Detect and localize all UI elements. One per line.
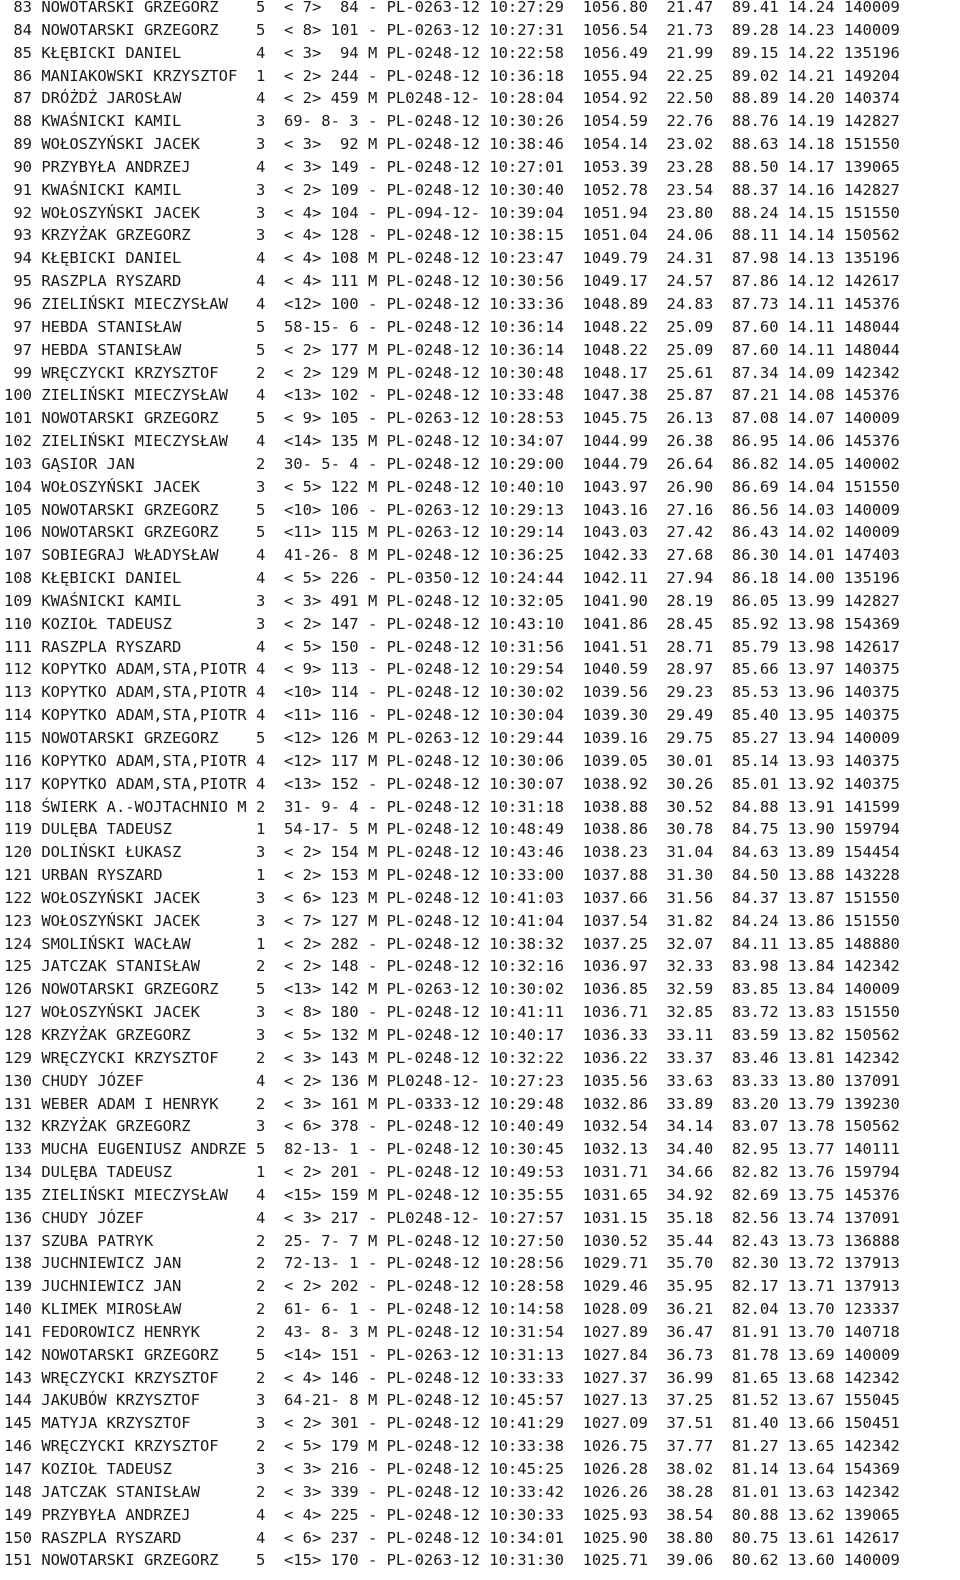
result-row: 103 GĄSIOR JAN 2 30- 5- 4 - PL-0248-12 10:29:00 1044.79 26.64 86.82 14.05 140002 [4, 454, 900, 473]
result-row: 86 MANIAKOWSKI KRZYSZTOF 1 < 2> 244 - PL-0248-12 10:36:18 1055.94 22.25 89.02 14.21 149204 [4, 66, 900, 85]
result-row: 83 NOWOTARSKI GRZEGORZ 5 < 7> 84 - PL-0263-12 10:27:29 1056.80 21.47 89.41 14.24 140009 [4, 0, 900, 16]
result-row: 104 WOŁOSZYŃSKI JACEK 3 < 5> 122 M PL-0248-12 10:40:10 1043.97 26.90 86.69 14.04 151550 [4, 477, 900, 496]
result-row: 97 HEBDA STANISŁAW 5 58-15- 6 - PL-0248-12 10:36:14 1048.22 25.09 87.60 14.11 148044 [4, 317, 900, 336]
result-row: 149 PRZYBYŁA ANDRZEJ 4 < 4> 225 - PL-0248-12 10:30:33 1025.93 38.54 80.88 13.62 139065 [4, 1505, 900, 1524]
result-row: 140 KLIMEK MIROSŁAW 2 61- 6- 1 - PL-0248-12 10:14:58 1028.09 36.21 82.04 13.70 123337 [4, 1300, 900, 1319]
result-row: 136 CHUDY JÓZEF 4 < 3> 217 - PL0248-12- 10:27:57 1031.15 35.18 82.56 13.74 137091 [4, 1208, 900, 1227]
result-row: 114 KOPYTKO ADAM,STA,PIOTR 4 <11> 116 - PL-0248-12 10:30:04 1039.30 29.49 85.40 13.95 140375 [4, 706, 900, 725]
result-row: 144 JAKUBÓW KRZYSZTOF 3 64-21- 8 M PL-0248-12 10:45:57 1027.13 37.25 81.52 13.67 155045 [4, 1391, 900, 1410]
result-row: 119 DULĘBA TADEUSZ 1 54-17- 5 M PL-0248-12 10:48:49 1038.86 30.78 84.75 13.90 159794 [4, 820, 900, 839]
result-row: 132 KRZYŻAK GRZEGORZ 3 < 6> 378 - PL-0248-12 10:40:49 1032.54 34.14 83.07 13.78 150562 [4, 1117, 900, 1136]
result-row: 108 KŁĘBICKI DANIEL 4 < 5> 226 - PL-0350-12 10:24:44 1042.11 27.94 86.18 14.00 135196 [4, 569, 900, 588]
result-row: 150 RASZPLA RYSZARD 4 < 6> 237 - PL-0248-12 10:34:01 1025.90 38.80 80.75 13.61 142617 [4, 1528, 900, 1547]
result-row: 126 NOWOTARSKI GRZEGORZ 5 <13> 142 M PL-0263-12 10:30:02 1036.85 32.59 83.85 13.84 140009 [4, 980, 900, 999]
result-row: 99 WRĘCZYCKI KRZYSZTOF 2 < 2> 129 M PL-0248-12 10:30:48 1048.17 25.61 87.34 14.09 142342 [4, 363, 900, 382]
result-row: 135 ZIELIŃSKI MIECZYSŁAW 4 <15> 159 M PL-0248-12 10:35:55 1031.65 34.92 82.69 13.75 145376 [4, 1185, 900, 1204]
result-row: 113 KOPYTKO ADAM,STA,PIOTR 4 <10> 114 - PL-0248-12 10:30:02 1039.56 29.23 85.53 13.96 140375 [4, 683, 900, 702]
result-row: 85 KŁĘBICKI DANIEL 4 < 3> 94 M PL-0248-12 10:22:58 1056.49 21.99 89.15 14.22 135196 [4, 43, 900, 62]
result-row: 93 KRZYŻAK GRZEGORZ 3 < 4> 128 - PL-0248-12 10:38:15 1051.04 24.06 88.11 14.14 150562 [4, 226, 900, 245]
result-row: 130 CHUDY JÓZEF 4 < 2> 136 M PL0248-12- 10:27:23 1035.56 33.63 83.33 13.80 137091 [4, 1071, 900, 1090]
result-row: 127 WOŁOSZYŃSKI JACEK 3 < 8> 180 - PL-0248-12 10:41:11 1036.71 32.85 83.72 13.83 151550 [4, 1003, 900, 1022]
result-row: 106 NOWOTARSKI GRZEGORZ 5 <11> 115 M PL-0263-12 10:29:14 1043.03 27.42 86.43 14.02 140009 [4, 523, 900, 542]
result-row: 121 URBAN RYSZARD 1 < 2> 153 M PL-0248-12 10:33:00 1037.88 31.30 84.50 13.88 143228 [4, 866, 900, 885]
result-row: 118 ŚWIERK A.-WOJTACHNIO M 2 31- 9- 4 - PL-0248-12 10:31:18 1038.88 30.52 84.88 13.91 141599 [4, 797, 900, 816]
result-row: 141 FEDOROWICZ HENRYK 2 43- 8- 3 M PL-0248-12 10:31:54 1027.89 36.47 81.91 13.70 140718 [4, 1322, 900, 1341]
result-row: 96 ZIELIŃSKI MIECZYSŁAW 4 <12> 100 - PL-0248-12 10:33:36 1048.89 24.83 87.73 14.11 145376 [4, 294, 900, 313]
result-row: 145 MATYJA KRZYSZTOF 3 < 2> 301 - PL-0248-12 10:41:29 1027.09 37.51 81.40 13.66 150451 [4, 1414, 900, 1433]
results-listing [4, 0, 956, 1572]
result-row: 129 WRĘCZYCKI KRZYSZTOF 2 < 3> 143 M PL-0248-12 10:32:22 1036.22 33.37 83.46 13.81 142342 [4, 1048, 900, 1067]
result-row: 102 ZIELIŃSKI MIECZYSŁAW 4 <14> 135 M PL-0248-12 10:34:07 1044.99 26.38 86.95 14.06 145376 [4, 432, 900, 451]
result-row: 90 PRZYBYŁA ANDRZEJ 4 < 3> 149 - PL-0248-12 10:27:01 1053.39 23.28 88.50 14.17 139065 [4, 157, 900, 176]
result-row: 142 NOWOTARSKI GRZEGORZ 5 <14> 151 - PL-0263-12 10:31:13 1027.84 36.73 81.78 13.69 140009 [4, 1345, 900, 1364]
result-row: 137 SZUBA PATRYK 2 25- 7- 7 M PL-0248-12 10:27:50 1030.52 35.44 82.43 13.73 136888 [4, 1231, 900, 1250]
result-row: 84 NOWOTARSKI GRZEGORZ 5 < 8> 101 - PL-0263-12 10:27:31 1056.54 21.73 89.28 14.23 140009 [4, 20, 900, 39]
result-row: 111 RASZPLA RYSZARD 4 < 5> 150 - PL-0248-12 10:31:56 1041.51 28.71 85.79 13.98 142617 [4, 637, 900, 656]
result-row: 117 KOPYTKO ADAM,STA,PIOTR 4 <13> 152 - PL-0248-12 10:30:07 1038.92 30.26 85.01 13.92 140375 [4, 774, 900, 793]
result-row: 110 KOZIOŁ TADEUSZ 3 < 2> 147 - PL-0248-12 10:43:10 1041.86 28.45 85.92 13.98 154369 [4, 614, 900, 633]
result-row: 91 KWAŚNICKI KAMIL 3 < 2> 109 - PL-0248-12 10:30:40 1052.78 23.54 88.37 14.16 142827 [4, 180, 900, 199]
result-row: 112 KOPYTKO ADAM,STA,PIOTR 4 < 9> 113 - PL-0248-12 10:29:54 1040.59 28.97 85.66 13.97 140375 [4, 660, 900, 679]
result-row: 116 KOPYTKO ADAM,STA,PIOTR 4 <12> 117 M PL-0248-12 10:30:06 1039.05 30.01 85.14 13.93 140375 [4, 751, 900, 770]
result-row: 101 NOWOTARSKI GRZEGORZ 5 < 9> 105 - PL-0263-12 10:28:53 1045.75 26.13 87.08 14.07 140009 [4, 409, 900, 428]
result-row: 143 WRĘCZYCKI KRZYSZTOF 2 < 4> 146 - PL-0248-12 10:33:33 1027.37 36.99 81.65 13.68 142342 [4, 1368, 900, 1387]
result-row: 92 WOŁOSZYŃSKI JACEK 3 < 4> 104 - PL-094-12- 10:39:04 1051.94 23.80 88.24 14.15 151550 [4, 203, 900, 222]
result-row: 105 NOWOTARSKI GRZEGORZ 5 <10> 106 - PL-0263-12 10:29:13 1043.16 27.16 86.56 14.03 140009 [4, 500, 900, 519]
result-row: 88 KWAŚNICKI KAMIL 3 69- 8- 3 - PL-0248-12 10:30:26 1054.59 22.76 88.76 14.19 142827 [4, 112, 900, 131]
result-row: 134 DULĘBA TADEUSZ 1 < 2> 201 - PL-0248-12 10:49:53 1031.71 34.66 82.82 13.76 159794 [4, 1163, 900, 1182]
result-row: 151 NOWOTARSKI GRZEGORZ 5 <15> 170 - PL-0263-12 10:31:30 1025.71 39.06 80.62 13.60 140009 [4, 1551, 900, 1570]
result-row: 139 JUCHNIEWICZ JAN 2 < 2> 202 - PL-0248-12 10:28:58 1029.46 35.95 82.17 13.71 137913 [4, 1277, 900, 1296]
result-row: 89 WOŁOSZYŃSKI JACEK 3 < 3> 92 M PL-0248-12 10:38:46 1054.14 23.02 88.63 14.18 151550 [4, 135, 900, 154]
result-row: 94 KŁĘBICKI DANIEL 4 < 4> 108 M PL-0248-12 10:23:47 1049.79 24.31 87.98 14.13 135196 [4, 249, 900, 268]
result-row: 138 JUCHNIEWICZ JAN 2 72-13- 1 - PL-0248-12 10:28:56 1029.71 35.70 82.30 13.72 137913 [4, 1254, 900, 1273]
result-row: 124 SMOLIŃSKI WACŁAW 1 < 2> 282 - PL-0248-12 10:38:32 1037.25 32.07 84.11 13.85 148880 [4, 934, 900, 953]
result-row: 95 RASZPLA RYSZARD 4 < 4> 111 M PL-0248-12 10:30:56 1049.17 24.57 87.86 14.12 142617 [4, 272, 900, 291]
result-row: 100 ZIELIŃSKI MIECZYSŁAW 4 <13> 102 - PL-0248-12 10:33:48 1047.38 25.87 87.21 14.08 145376 [4, 386, 900, 405]
result-row: 148 JATCZAK STANISŁAW 2 < 3> 339 - PL-0248-12 10:33:42 1026.26 38.28 81.01 13.63 142342 [4, 1482, 900, 1501]
result-row: 147 KOZIOŁ TADEUSZ 3 < 3> 216 - PL-0248-12 10:45:25 1026.28 38.02 81.14 13.64 154369 [4, 1460, 900, 1478]
result-row: 123 WOŁOSZYŃSKI JACEK 3 < 7> 127 M PL-0248-12 10:41:04 1037.54 31.82 84.24 13.86 151550 [4, 911, 900, 930]
result-row: 125 JATCZAK STANISŁAW 2 < 2> 148 - PL-0248-12 10:32:16 1036.97 32.33 83.98 13.84 142342 [4, 957, 900, 976]
result-row: 109 KWAŚNICKI KAMIL 3 < 3> 491 M PL-0248-12 10:32:05 1041.90 28.19 86.05 13.99 142827 [4, 591, 900, 610]
result-row: 120 DOLIŃSKI ŁUKASZ 3 < 2> 154 M PL-0248-12 10:43:46 1038.23 31.04 84.63 13.89 154454 [4, 843, 900, 862]
result-row: 97 HEBDA STANISŁAW 5 < 2> 177 M PL-0248-12 10:36:14 1048.22 25.09 87.60 14.11 148044 [4, 340, 900, 359]
result-row: 133 MUCHA EUGENIUSZ ANDRZE 5 82-13- 1 - PL-0248-12 10:30:45 1032.13 34.40 82.95 13.77 140111 [4, 1140, 900, 1159]
result-row: 87 DRÓŻDŻ JAROSŁAW 4 < 2> 459 M PL0248-12- 10:28:04 1054.92 22.50 88.89 14.20 140374 [4, 89, 900, 108]
result-row: 122 WOŁOSZYŃSKI JACEK 3 < 6> 123 M PL-0248-12 10:41:03 1037.66 31.56 84.37 13.87 151550 [4, 888, 900, 907]
result-row: 115 NOWOTARSKI GRZEGORZ 5 <12> 126 M PL-0263-12 10:29:44 1039.16 29.75 85.27 13.94 140009 [4, 729, 900, 747]
result-row: 131 WEBER ADAM I HENRYK 2 < 3> 161 M PL-0333-12 10:29:48 1032.86 33.89 83.20 13.79 139230 [4, 1094, 900, 1113]
result-row: 107 SOBIEGRAJ WŁADYSŁAW 4 41-26- 8 M PL-0248-12 10:36:25 1042.33 27.68 86.30 14.01 147403 [4, 546, 900, 565]
result-row: 128 KRZYŻAK GRZEGORZ 3 < 5> 132 M PL-0248-12 10:40:17 1036.33 33.11 83.59 13.82 150562 [4, 1025, 900, 1044]
result-row: 146 WRĘCZYCKI KRZYSZTOF 2 < 5> 179 M PL-0248-12 10:33:38 1026.75 37.77 81.27 13.65 142342 [4, 1437, 900, 1456]
